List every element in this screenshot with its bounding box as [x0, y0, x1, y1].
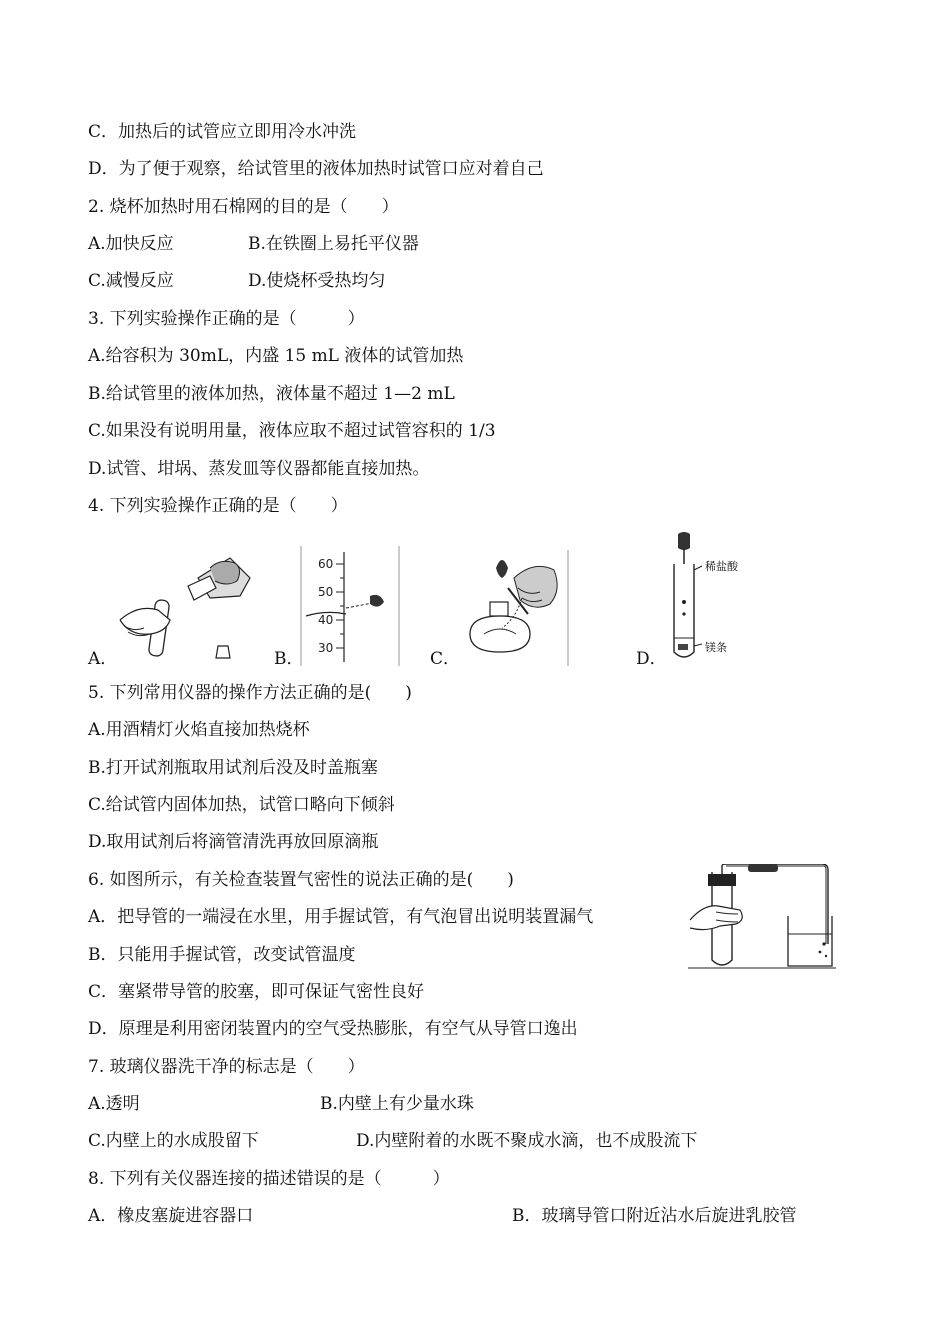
figure-label-a: A． [88, 649, 118, 669]
graduated-cylinder-figure [298, 544, 402, 668]
figure-label-d: D． [636, 649, 667, 669]
q2-option-c: C.减慢反应 [88, 271, 174, 291]
q2-option-b: B.在铁圈上易托平仪器 [248, 234, 419, 254]
test-tube-dropper-figure [660, 530, 740, 666]
pouring-liquid-figure [110, 548, 260, 668]
tick-50: 50 [318, 585, 334, 599]
q2-option-d: D.使烧杯受热均匀 [248, 271, 386, 291]
q7-option-b: B.内壁上有少量水珠 [320, 1094, 474, 1114]
q2-stem: 2. 烧杯加热时用石棉网的目的是（ ） [88, 197, 399, 217]
alcohol-lamp-figure [456, 548, 570, 668]
q7-option-c: C.内壁上的水成股留下 [88, 1131, 259, 1151]
label-mg-strip: 镁条 [705, 641, 727, 654]
q6-option-d: D．原理是利用密闭装置内的空气受热膨胀，有空气从导管口逸出 [88, 1019, 578, 1039]
q6-option-a: A．把导管的一端浸在水里，用手握试管，有气泡冒出说明装置漏气 [88, 907, 594, 927]
q3-stem: 3. 下列实验操作正确的是（ ） [88, 309, 365, 329]
q5-option-d: D.取用试剂后将滴管清洗再放回原滴瓶 [88, 832, 379, 852]
q5-option-b: B.打开试剂瓶取用试剂后没及时盖瓶塞 [88, 758, 378, 778]
q3-option-a: A.给容积为 30mL，内盛 15 mL 液体的试管加热 [88, 346, 464, 366]
q3-option-d: D.试管、坩埚、蒸发皿等仪器都能直接加热。 [88, 459, 430, 479]
q5-stem: 5. 下列常用仪器的操作方法正确的是( ) [88, 683, 412, 703]
q7-option-d: D.内壁附着的水既不聚成水滴，也不成股流下 [356, 1131, 698, 1151]
q5-option-a: A.用酒精灯火焰直接加热烧杯 [88, 720, 310, 740]
q7-option-a: A.透明 [88, 1094, 140, 1114]
tick-40: 40 [318, 613, 334, 627]
q5-option-c: C.给试管内固体加热，试管口略向下倾斜 [88, 795, 395, 815]
q3-option-b: B.给试管里的液体加热，液体量不超过 1—2 mL [88, 384, 455, 404]
airtightness-check-figure [688, 864, 836, 970]
q1-option-c: C．加热后的试管应立即用冷水冲洗 [88, 122, 357, 142]
tick-60: 60 [318, 557, 334, 571]
q6-option-c: C．塞紧带导管的胶塞，即可保证气密性良好 [88, 982, 425, 1002]
label-dilute-hcl: 稀盐酸 [705, 560, 738, 573]
q7-stem: 7. 玻璃仪器洗干净的标志是（ ） [88, 1057, 365, 1077]
figure-label-b: B． [274, 649, 304, 669]
q3-option-c: C.如果没有说明用量，液体应取不超过试管容积的 1/3 [88, 421, 496, 441]
q2-option-a: A.加快反应 [88, 234, 174, 254]
q8-stem: 8. 下列有关仪器连接的描述错误的是（ ） [88, 1169, 450, 1189]
q8-option-a: A．橡皮塞旋进容器口 [88, 1206, 254, 1226]
figure-label-c: C． [430, 649, 461, 669]
tick-30: 30 [318, 641, 334, 655]
q8-option-b: B．玻璃导管口附近沾水后旋进乳胶管 [512, 1206, 797, 1226]
q4-stem: 4. 下列实验操作正确的是（ ） [88, 496, 348, 516]
q6-stem: 6. 如图所示，有关检查装置气密性的说法正确的是( ) [88, 870, 514, 890]
q6-option-b: B．只能用手握试管，改变试管温度 [88, 945, 356, 965]
q1-option-d: D．为了便于观察，给试管里的液体加热时试管口应对着自己 [88, 159, 544, 179]
